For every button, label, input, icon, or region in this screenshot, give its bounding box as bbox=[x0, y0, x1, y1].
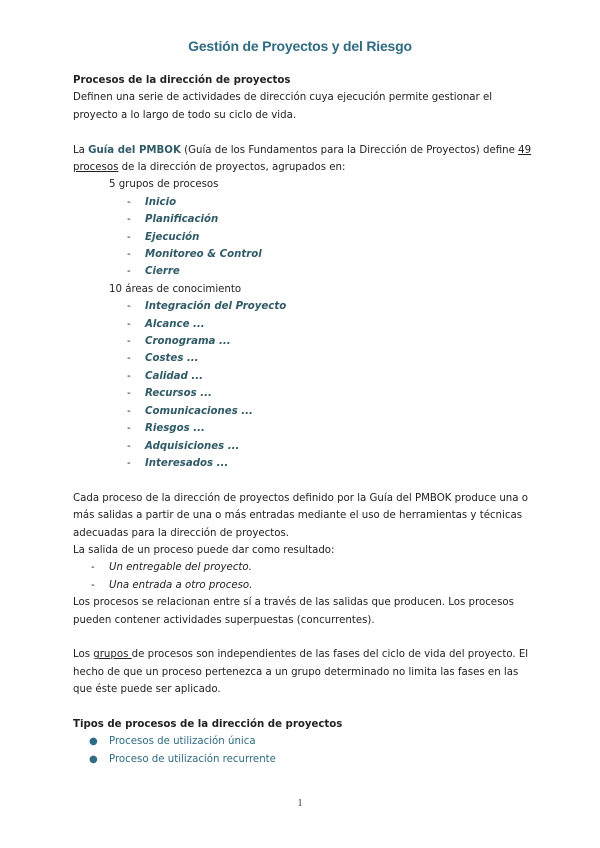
pmbok-bold: Guía del PMBOK bbox=[88, 144, 181, 156]
paragraph-groups bbox=[73, 646, 533, 698]
dash-marker: - bbox=[127, 336, 131, 348]
paragraph-relations: Los procesos se relacionan entre sí a través de las salidas que producen. Los procesos pueden contener actividades superpuestas (concurrentes). bbox=[73, 597, 514, 626]
spacer bbox=[73, 699, 533, 716]
spacer bbox=[73, 472, 533, 489]
groups-label: 5 grupos de procesos bbox=[109, 179, 219, 191]
dash-marker: - bbox=[127, 214, 131, 226]
output-label: Una entrada a otro proceso. bbox=[109, 579, 253, 591]
area-item bbox=[73, 438, 533, 455]
text-run: de la dirección de proyectos, agrupados en: bbox=[118, 162, 346, 174]
area-label: Cronograma ... bbox=[145, 336, 231, 348]
dash-marker: - bbox=[127, 370, 131, 382]
area-item bbox=[73, 420, 533, 437]
dash-marker: - bbox=[127, 301, 131, 313]
group-item bbox=[73, 229, 533, 246]
areas-label: 10 áreas de conocimiento bbox=[109, 283, 242, 295]
spacer bbox=[73, 629, 533, 646]
dash-marker: - bbox=[127, 196, 131, 208]
text-run: Los bbox=[73, 649, 94, 661]
area-label: Comunicaciones ... bbox=[145, 405, 253, 417]
group-item bbox=[73, 263, 533, 280]
area-item bbox=[73, 298, 533, 315]
area-label: Integración del Proyecto bbox=[145, 301, 287, 313]
dash-marker: - bbox=[127, 388, 131, 400]
process-type-item bbox=[73, 733, 533, 750]
area-item bbox=[73, 316, 533, 333]
process-type-label: Proceso de utilización recurrente bbox=[109, 753, 276, 765]
group-label: Planificación bbox=[145, 214, 219, 226]
output-item bbox=[73, 577, 533, 594]
groups-underlined: grupos bbox=[93, 649, 132, 661]
area-item bbox=[73, 350, 533, 367]
section-heading-procesos: Procesos de la dirección de proyectos bbox=[73, 75, 291, 86]
dash-marker: - bbox=[127, 457, 131, 469]
area-item bbox=[73, 455, 533, 472]
area-label: Riesgos ... bbox=[145, 423, 205, 435]
page-number: 1 bbox=[297, 798, 303, 809]
spacer bbox=[73, 124, 533, 141]
group-item bbox=[73, 211, 533, 228]
dash-marker: - bbox=[127, 405, 131, 417]
paragraph-outputs-intro: Cada proceso de la dirección de proyectos definido por la Guía del PMBOK produce una o más salidas a partir de una o más entradas mediante el uso de herramientas y técnicas adecuadas para la dirección de proyectos. bbox=[73, 492, 528, 539]
dash-marker: - bbox=[127, 423, 131, 435]
output-label: Un entregable del proyecto. bbox=[109, 562, 252, 574]
group-label: Monitoreo & Control bbox=[145, 249, 262, 261]
group-label: Ejecución bbox=[145, 231, 200, 243]
groups-list bbox=[73, 194, 533, 281]
process-type-item bbox=[73, 751, 533, 768]
page-title: Gestión de Proyectos y del Riesgo bbox=[188, 38, 412, 54]
dash-marker: - bbox=[127, 353, 131, 365]
areas-list bbox=[73, 298, 533, 472]
area-label: Adquisiciones ... bbox=[145, 440, 240, 452]
text-run: La bbox=[73, 144, 89, 156]
document-body bbox=[73, 72, 533, 768]
area-item bbox=[73, 333, 533, 350]
group-label: Cierre bbox=[145, 266, 180, 278]
dash-marker: - bbox=[127, 231, 131, 243]
paragraph-definition: Definen una serie de actividades de dirección cuya ejecución permite gestionar el proyecto a lo largo de todo su ciclo de vida. bbox=[73, 92, 493, 121]
bullet-icon: ● bbox=[89, 753, 98, 765]
paragraph-pmbok bbox=[73, 142, 533, 177]
area-label: Calidad ... bbox=[145, 370, 203, 382]
text-run: (Guía de los Fundamentos para la Dirección de Proyectos) define bbox=[180, 144, 519, 156]
area-item bbox=[73, 403, 533, 420]
dash-marker: - bbox=[91, 579, 95, 591]
area-item bbox=[73, 385, 533, 402]
area-label: Recursos ... bbox=[145, 388, 212, 400]
area-label: Alcance ... bbox=[145, 318, 205, 330]
group-item bbox=[73, 194, 533, 211]
dash-marker: - bbox=[127, 266, 131, 278]
dash-marker: - bbox=[127, 249, 131, 261]
section-heading-tipos: Tipos de procesos de la dirección de proyectos bbox=[73, 718, 343, 730]
processes-count-underlined: 49 procesos bbox=[73, 144, 532, 174]
paragraph-output-result: La salida de un proceso puede dar como resultado: bbox=[73, 544, 335, 556]
dash-marker: - bbox=[127, 440, 131, 452]
bullet-icon: ● bbox=[89, 736, 98, 748]
area-label: Interesados ... bbox=[145, 457, 229, 469]
output-item bbox=[73, 559, 533, 576]
text-run: de procesos son independientes de las fases del ciclo de vida del proyecto. El hecho de que un proceso pertenezca a un grupo determinado no limita las fases en las que éste puede ser aplicado. bbox=[73, 649, 529, 696]
group-item bbox=[73, 246, 533, 263]
group-label: Inicio bbox=[145, 196, 177, 208]
area-item bbox=[73, 368, 533, 385]
dash-marker: - bbox=[91, 562, 95, 574]
process-type-label: Procesos de utilización única bbox=[109, 736, 256, 748]
dash-marker: - bbox=[127, 318, 131, 330]
area-label: Costes ... bbox=[145, 353, 199, 365]
